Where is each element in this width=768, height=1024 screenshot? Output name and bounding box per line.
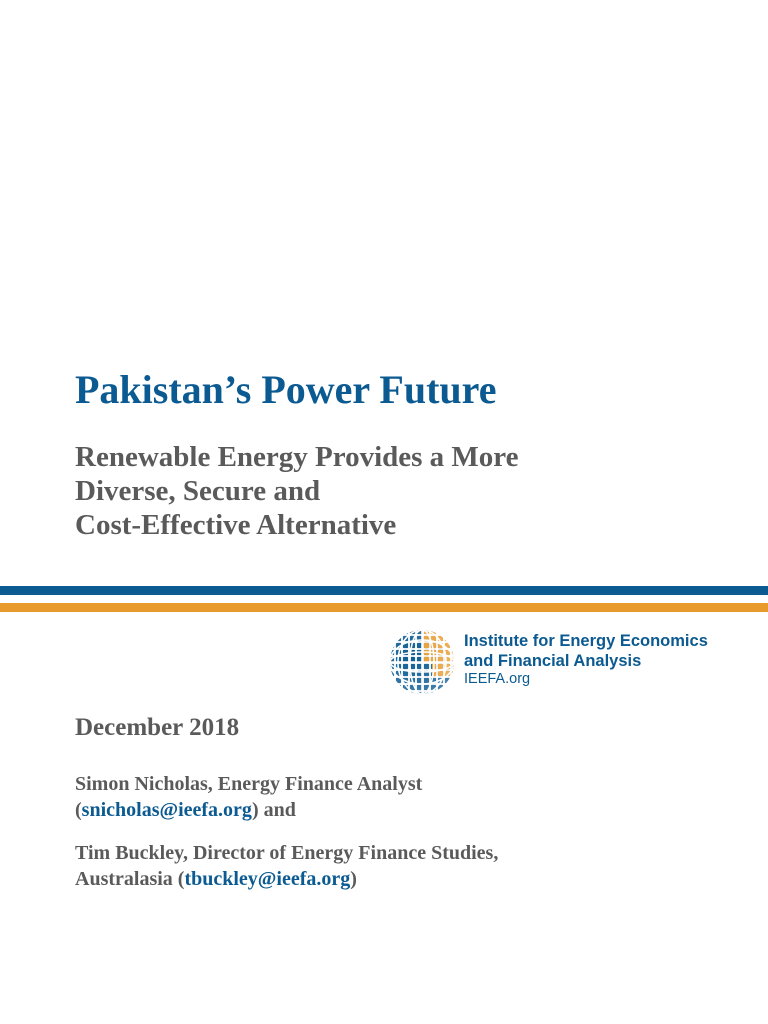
logo-url: IEEFA.org	[464, 671, 531, 687]
ieefa-logo	[388, 628, 758, 696]
author-block	[75, 771, 422, 823]
author-name-title: Tim Buckley, Director of Energy Finance Studies,	[75, 842, 499, 864]
paren-open: (	[75, 799, 82, 821]
author-email-link[interactable]: snicholas@ieefa.org	[81, 799, 252, 821]
author-email-link[interactable]: tbuckley@ieefa.org	[184, 868, 351, 890]
subtitle-line: Renewable Energy Provides a More	[75, 441, 519, 473]
orange-divider-stripe	[0, 603, 768, 612]
author-region: Australasia (	[75, 868, 185, 890]
subtitle-line: Cost-Effective Alternative	[75, 509, 397, 541]
report-subtitle	[75, 440, 519, 542]
author-name-title: Simon Nicholas, Energy Finance Analyst	[75, 773, 423, 795]
report-title: Pakistan’s Power Future	[75, 367, 497, 412]
paren-close: ) and	[251, 799, 296, 821]
subtitle-line: Diverse, Secure and	[75, 475, 321, 507]
author-block	[75, 840, 498, 892]
author-contact	[75, 866, 498, 892]
ieefa-globe-icon	[388, 628, 456, 696]
blue-divider-stripe	[0, 586, 768, 595]
logo-line-1: Institute for Energy Economics	[464, 632, 708, 650]
logo-text	[464, 631, 708, 687]
report-date: December 2018	[75, 714, 240, 741]
logo-line-2: and Financial Analysis	[464, 652, 642, 670]
author-contact	[75, 797, 422, 823]
paren-close: )	[350, 868, 357, 890]
